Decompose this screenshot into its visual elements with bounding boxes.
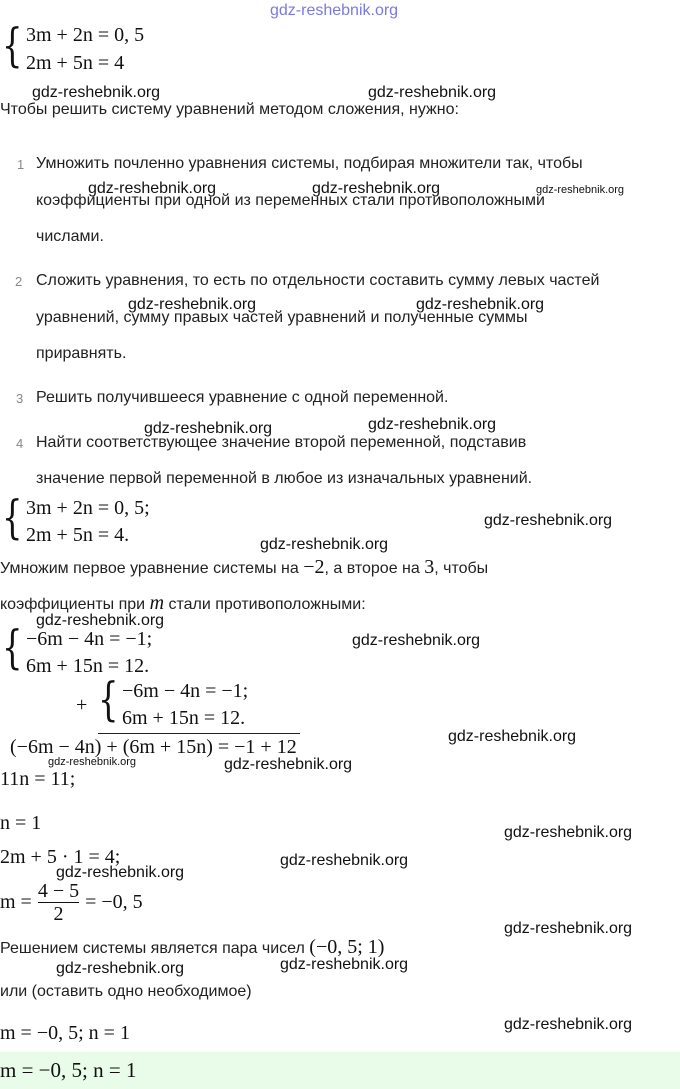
multiply-text-line2: коэффициенты при m стали противоположными:	[0, 592, 366, 614]
watermark: gdz-reshebnik.org	[48, 756, 137, 768]
watermark: gdz-reshebnik.org	[504, 920, 633, 937]
answer-2: m = −0, 5; n = 1	[0, 1058, 137, 1082]
step-text: коэффициенты при одной из переменных стали противоположными	[36, 192, 545, 209]
system1-eq2: 2m + 5n = 4	[26, 52, 125, 74]
step-text: Сложить уравнения, то есть по отдельности составить сумму левых частей	[36, 272, 600, 289]
result-m-fraction: m = $\frac{4 - 5}{2}$ = −0, 5	[0, 880, 143, 925]
watermark: gdz-reshebnik.org	[504, 1016, 633, 1033]
step-number: 2	[15, 274, 23, 289]
watermark: gdz-reshebnik.org	[144, 420, 273, 437]
multiply-text-line1: Умножим первое уравнение системы на −2, а второе на 3, чтобы	[0, 556, 489, 578]
watermark: gdz-reshebnik.org	[36, 612, 165, 629]
result-11n: 11n = 11;	[0, 768, 76, 790]
step-text: приравнять.	[36, 345, 127, 362]
answer-1: m = −0, 5; n = 1	[0, 1022, 130, 1044]
watermark: gdz-reshebnik.org	[32, 84, 161, 101]
watermark: gdz-reshebnik.org	[536, 184, 625, 196]
step-number: 3	[16, 391, 24, 406]
plus-sign: +	[76, 694, 88, 716]
watermark: gdz-reshebnik.org	[56, 960, 185, 977]
addition-eq1: −6m − 4n = −1;	[122, 680, 249, 702]
watermark: gdz-reshebnik.org	[504, 824, 633, 841]
watermark: gdz-reshebnik.org	[88, 180, 217, 197]
watermark: gdz-reshebnik.org	[260, 536, 389, 553]
system2-eq2: 2m + 5n = 4.	[26, 524, 130, 546]
step-text: числами.	[36, 228, 104, 245]
step-text: значение первой переменной в любое из изначальных уравнений.	[36, 470, 533, 487]
watermark: gdz-reshebnik.org	[280, 852, 409, 869]
watermark: gdz-reshebnik.org	[224, 756, 353, 773]
watermark: gdz-reshebnik.org	[128, 296, 257, 313]
system1-eq1: 3m + 2n = 0, 5	[26, 24, 145, 46]
watermark: gdz-reshebnik.org	[312, 180, 441, 197]
addition-eq2: 6m + 15n = 12.	[122, 707, 246, 729]
brace-system3: {	[2, 620, 23, 674]
watermark: gdz-reshebnik.org	[368, 416, 497, 433]
step-text: уравнений, сумму правых частей уравнений и полученные суммы	[36, 309, 528, 326]
watermark: gdz-reshebnik.org	[280, 956, 409, 973]
result-substitution: 2m + 5 · 1 = 4;	[0, 846, 121, 868]
step-text: Умножить почленно уравнения системы, подбирая множители так, чтобы	[36, 155, 583, 172]
step-text: Найти соответствующее значение второй переменной, подставив	[36, 434, 527, 451]
result-n: n = 1	[0, 812, 42, 834]
system3-eq1: −6m − 4n = −1;	[26, 628, 153, 650]
watermark: gdz-reshebnik.org	[448, 728, 577, 745]
watermark: gdz-reshebnik.org	[352, 632, 481, 649]
step-text: Решить получившееся уравнение с одной переменной.	[36, 389, 449, 406]
system2-eq1: 3m + 2n = 0, 5;	[26, 497, 150, 519]
watermark: gdz-reshebnik.org	[484, 512, 613, 529]
sum-line	[98, 733, 300, 734]
brace-addition: {	[98, 672, 119, 726]
watermark-top: gdz-reshebnik.org	[270, 2, 399, 19]
system3-eq2: 6m + 15n = 12.	[26, 655, 150, 677]
step-number: 1	[17, 157, 25, 172]
watermark: gdz-reshebnik.org	[368, 84, 497, 101]
solution-text: Решением системы является пара чисел (−0, 5; 1)	[0, 936, 385, 958]
brace-system2: {	[2, 490, 23, 544]
or-text: или (оставить одно необходимое)	[0, 983, 252, 1000]
fraction: $\frac{4 - 5}{2}$	[37, 880, 80, 925]
step-number: 4	[16, 436, 24, 451]
addition-sum: (−6m − 4n) + (6m + 15n) = −1 + 12	[10, 736, 297, 758]
watermark: gdz-reshebnik.org	[56, 864, 185, 881]
brace-system1: {	[2, 18, 23, 72]
watermark: gdz-reshebnik.org	[416, 296, 545, 313]
intro-text: Чтобы решить систему уравнений методом сложения, нужно:	[0, 101, 459, 118]
